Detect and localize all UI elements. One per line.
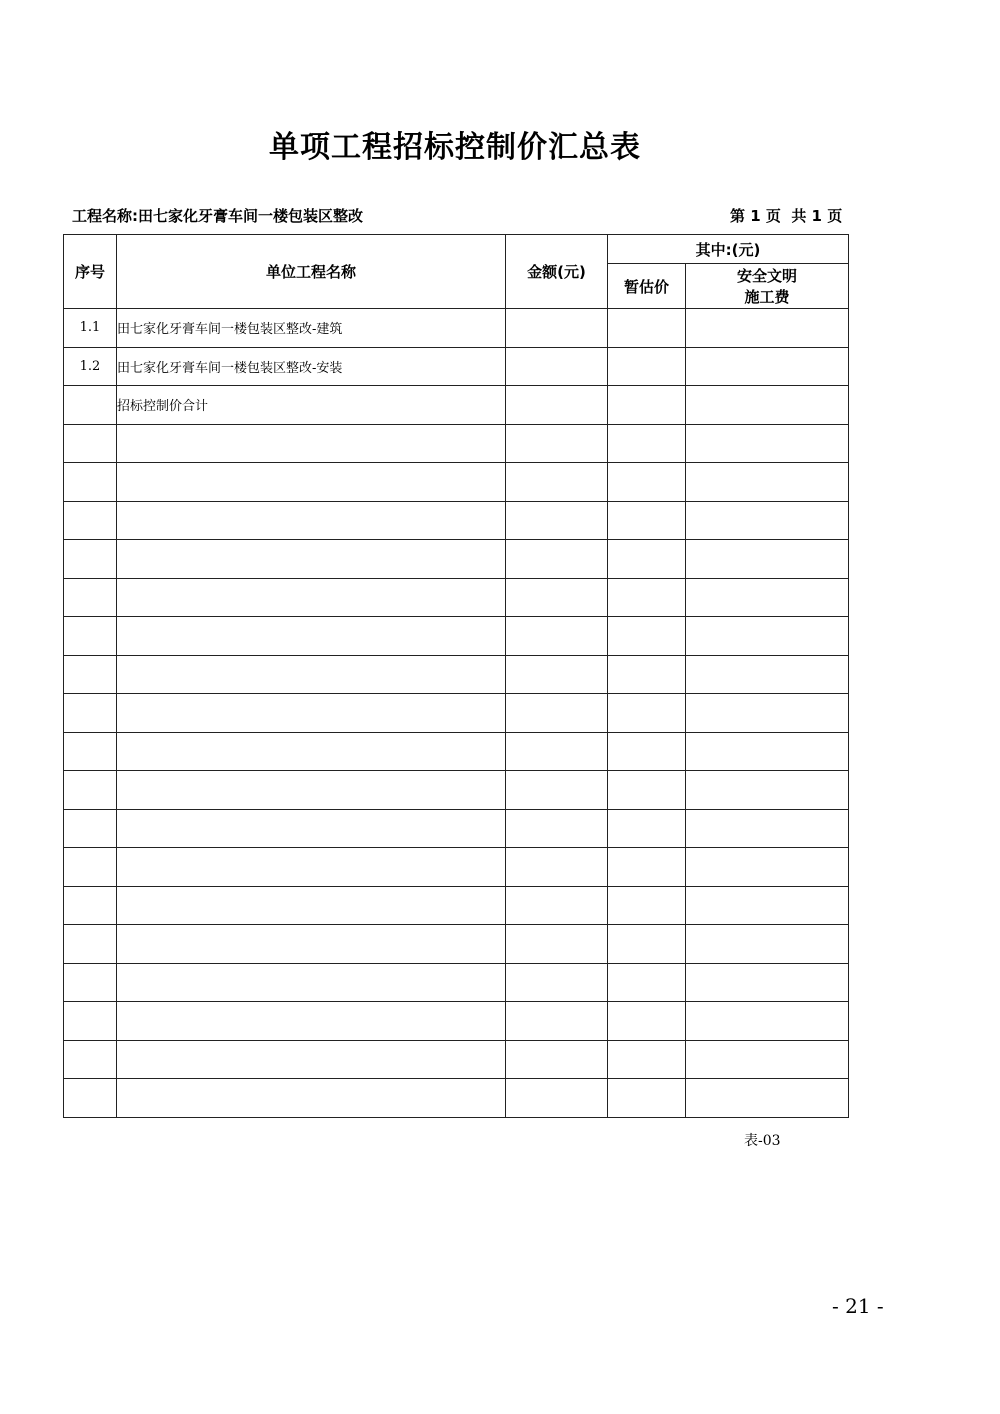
empty-cell: [608, 732, 686, 771]
total-row: [64, 386, 849, 425]
row-provisional: [608, 309, 686, 348]
empty-cell: [64, 1002, 117, 1041]
empty-row: [64, 694, 849, 733]
empty-cell: [506, 886, 608, 925]
empty-cell: [608, 617, 686, 656]
row-name: 田七家化牙膏车间一楼包装区整改-安装: [117, 347, 506, 386]
empty-cell: [686, 732, 849, 771]
form-number: 表-03: [744, 1133, 781, 1149]
empty-cell: [64, 424, 117, 463]
row-seq: 1.2: [64, 347, 117, 386]
empty-cell: [686, 771, 849, 810]
total-provisional: [608, 386, 686, 425]
empty-cell: [506, 501, 608, 540]
empty-row: [64, 848, 849, 887]
empty-row: [64, 771, 849, 810]
empty-cell: [686, 424, 849, 463]
empty-cell: [686, 694, 849, 733]
table-row: [64, 309, 849, 348]
empty-cell: [686, 809, 849, 848]
empty-cell: [64, 617, 117, 656]
empty-row: [64, 578, 849, 617]
empty-cell: [608, 771, 686, 810]
empty-row: [64, 1079, 849, 1118]
empty-cell: [117, 809, 506, 848]
empty-cell: [117, 501, 506, 540]
empty-cell: [506, 655, 608, 694]
empty-cell: [608, 578, 686, 617]
empty-cell: [686, 1002, 849, 1041]
empty-cell: [117, 732, 506, 771]
row-amount: [506, 309, 608, 348]
total-seq: [64, 386, 117, 425]
empty-cell: [64, 809, 117, 848]
empty-cell: [686, 578, 849, 617]
project-name: 工程名称:田七家化牙膏车间一楼包装区整改: [72, 207, 364, 225]
empty-cell: [506, 771, 608, 810]
header-safety-line1: 安全文明: [736, 267, 797, 285]
empty-row: [64, 540, 849, 579]
empty-cell: [64, 578, 117, 617]
empty-cell: [686, 963, 849, 1002]
header-safety: [686, 264, 849, 309]
empty-cell: [506, 540, 608, 579]
empty-row: [64, 655, 849, 694]
empty-cell: [608, 540, 686, 579]
row-name: 田七家化牙膏车间一楼包装区整改-建筑: [117, 309, 506, 348]
empty-cell: [506, 694, 608, 733]
empty-cell: [506, 1002, 608, 1041]
empty-cell: [117, 963, 506, 1002]
table-body: [64, 309, 849, 1118]
empty-cell: [117, 771, 506, 810]
empty-cell: [506, 424, 608, 463]
empty-cell: [64, 848, 117, 887]
row-amount: [506, 347, 608, 386]
empty-cell: [506, 578, 608, 617]
empty-cell: [686, 617, 849, 656]
empty-cell: [64, 463, 117, 502]
empty-cell: [64, 925, 117, 964]
summary-table: [63, 234, 849, 1118]
empty-row: [64, 809, 849, 848]
empty-cell: [608, 424, 686, 463]
empty-cell: [686, 1079, 849, 1118]
page-title: 单项工程招标控制价汇总表: [269, 130, 641, 165]
empty-cell: [608, 886, 686, 925]
empty-cell: [608, 848, 686, 887]
row-provisional: [608, 347, 686, 386]
empty-cell: [64, 963, 117, 1002]
empty-cell: [608, 694, 686, 733]
empty-cell: [117, 617, 506, 656]
total-safety: [686, 386, 849, 425]
empty-cell: [506, 925, 608, 964]
header-of-which: 其中:(元): [608, 235, 849, 264]
empty-cell: [117, 540, 506, 579]
empty-cell: [506, 848, 608, 887]
page-number: - 21 -: [832, 1294, 884, 1318]
empty-cell: [608, 501, 686, 540]
empty-cell: [686, 540, 849, 579]
empty-cell: [608, 963, 686, 1002]
empty-cell: [608, 1002, 686, 1041]
empty-cell: [686, 1040, 849, 1079]
empty-row: [64, 617, 849, 656]
empty-cell: [608, 1079, 686, 1118]
empty-cell: [117, 1002, 506, 1041]
empty-cell: [64, 886, 117, 925]
empty-cell: [686, 655, 849, 694]
header-safety-line2: 施工费: [744, 288, 790, 306]
total-label: 招标控制价合计: [117, 386, 506, 425]
empty-cell: [506, 732, 608, 771]
empty-cell: [117, 694, 506, 733]
empty-cell: [506, 463, 608, 502]
empty-row: [64, 886, 849, 925]
empty-cell: [506, 1079, 608, 1118]
empty-cell: [64, 1079, 117, 1118]
empty-row: [64, 1002, 849, 1041]
empty-cell: [64, 732, 117, 771]
empty-cell: [608, 1040, 686, 1079]
empty-cell: [64, 771, 117, 810]
empty-cell: [117, 886, 506, 925]
empty-cell: [686, 886, 849, 925]
empty-row: [64, 925, 849, 964]
empty-cell: [608, 809, 686, 848]
row-seq: 1.1: [64, 309, 117, 348]
empty-cell: [117, 925, 506, 964]
row-safety: [686, 347, 849, 386]
empty-cell: [117, 1079, 506, 1118]
empty-cell: [64, 501, 117, 540]
header-amount: 金额(元): [506, 235, 608, 309]
empty-row: [64, 732, 849, 771]
empty-cell: [117, 1040, 506, 1079]
empty-row: [64, 424, 849, 463]
header-provisional: 暂估价: [608, 264, 686, 309]
page-info: 第 1 页 共 1 页: [730, 207, 843, 225]
header-unit-name: 单位工程名称: [117, 235, 506, 309]
empty-cell: [686, 501, 849, 540]
empty-row: [64, 1040, 849, 1079]
row-safety: [686, 309, 849, 348]
empty-cell: [117, 655, 506, 694]
empty-cell: [506, 963, 608, 1002]
empty-cell: [686, 848, 849, 887]
empty-cell: [608, 655, 686, 694]
empty-cell: [64, 694, 117, 733]
empty-cell: [64, 655, 117, 694]
total-amount: [506, 386, 608, 425]
empty-cell: [608, 925, 686, 964]
header-seq: 序号: [64, 235, 117, 309]
empty-row: [64, 501, 849, 540]
empty-cell: [506, 1040, 608, 1079]
empty-cell: [686, 463, 849, 502]
empty-row: [64, 963, 849, 1002]
empty-cell: [506, 809, 608, 848]
empty-cell: [506, 617, 608, 656]
empty-cell: [64, 540, 117, 579]
empty-cell: [608, 463, 686, 502]
empty-row: [64, 463, 849, 502]
empty-cell: [64, 1040, 117, 1079]
table-row: [64, 347, 849, 386]
empty-cell: [117, 463, 506, 502]
empty-cell: [117, 424, 506, 463]
empty-cell: [686, 925, 849, 964]
empty-cell: [117, 578, 506, 617]
empty-cell: [117, 848, 506, 887]
